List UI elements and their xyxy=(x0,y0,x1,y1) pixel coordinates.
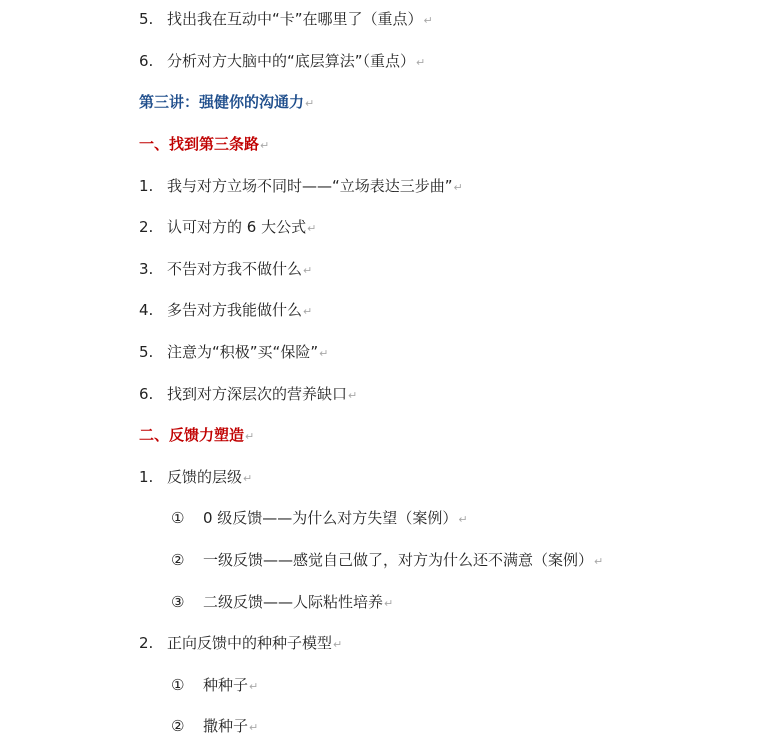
paragraph-mark-icon: ↵ xyxy=(348,389,358,402)
list-text: 反馈的层级↵ xyxy=(167,468,253,486)
paragraph-mark-icon: ↵ xyxy=(319,347,329,360)
paragraph-mark-icon: ↵ xyxy=(594,555,604,568)
list-text: 找到对方深层次的营养缺口↵ xyxy=(167,385,358,403)
sub-list-number: ② xyxy=(171,717,185,735)
list-text: 分析对方大脑中的“底层算法”（重点）↵ xyxy=(167,52,426,70)
sub-list-number: ③ xyxy=(171,593,185,611)
list-number: 1. xyxy=(139,468,154,486)
paragraph-mark-icon: ↵ xyxy=(260,139,270,152)
section-title: 二、反馈力塑造↵ xyxy=(139,426,255,444)
paragraph-mark-icon: ↵ xyxy=(249,680,259,693)
list-number: 6. xyxy=(139,52,154,70)
paragraph-mark-icon: ↵ xyxy=(333,638,343,651)
list-number: 4. xyxy=(139,301,154,319)
list-number: 5. xyxy=(139,10,154,28)
paragraph-mark-icon: ↵ xyxy=(245,430,255,443)
paragraph-mark-icon: ↵ xyxy=(423,14,433,27)
paragraph-mark-icon: ↵ xyxy=(416,56,426,69)
sub-list-text: 种种子↵ xyxy=(203,676,259,694)
list-text: 多告对方我能做什么↵ xyxy=(167,301,313,319)
paragraph-mark-icon: ↵ xyxy=(243,472,253,485)
sub-list-text: 0 级反馈——为什么对方失望（案例）↵ xyxy=(203,509,468,527)
lecture-title: 第三讲：强健你的沟通力↵ xyxy=(139,93,315,111)
section-title: 一、找到第三条路↵ xyxy=(139,135,270,153)
list-text: 不告对方我不做什么↵ xyxy=(167,260,313,278)
list-text: 我与对方立场不同时——“立场表达三步曲”↵ xyxy=(167,177,463,195)
sub-list-number: ② xyxy=(171,551,185,569)
list-text: 正向反馈中的种种子模型↵ xyxy=(167,634,343,652)
list-number: 1. xyxy=(139,177,154,195)
list-number: 2. xyxy=(139,218,154,236)
sub-list-number: ① xyxy=(171,509,185,527)
paragraph-mark-icon: ↵ xyxy=(307,222,317,235)
paragraph-mark-icon: ↵ xyxy=(384,597,394,610)
list-text: 认可对方的 6 大公式↵ xyxy=(167,218,317,236)
paragraph-mark-icon: ↵ xyxy=(453,181,463,194)
list-number: 5. xyxy=(139,343,154,361)
sub-list-number: ① xyxy=(171,676,185,694)
list-number: 6. xyxy=(139,385,154,403)
paragraph-mark-icon: ↵ xyxy=(305,97,315,110)
list-number: 2. xyxy=(139,634,154,652)
list-text: 找出我在互动中“卡”在哪里了（重点）↵ xyxy=(167,10,433,28)
paragraph-mark-icon: ↵ xyxy=(458,513,468,526)
paragraph-mark-icon: ↵ xyxy=(303,264,313,277)
list-text: 注意为“积极”买“保险”↵ xyxy=(167,343,329,361)
paragraph-mark-icon: ↵ xyxy=(249,721,259,734)
sub-list-text: 撒种子↵ xyxy=(203,717,259,735)
sub-list-text: 一级反馈——感觉自己做了，对方为什么还不满意（案例）↵ xyxy=(203,551,604,569)
sub-list-text: 二级反馈——人际粘性培养↵ xyxy=(203,593,394,611)
list-number: 3. xyxy=(139,260,154,278)
paragraph-mark-icon: ↵ xyxy=(303,305,313,318)
